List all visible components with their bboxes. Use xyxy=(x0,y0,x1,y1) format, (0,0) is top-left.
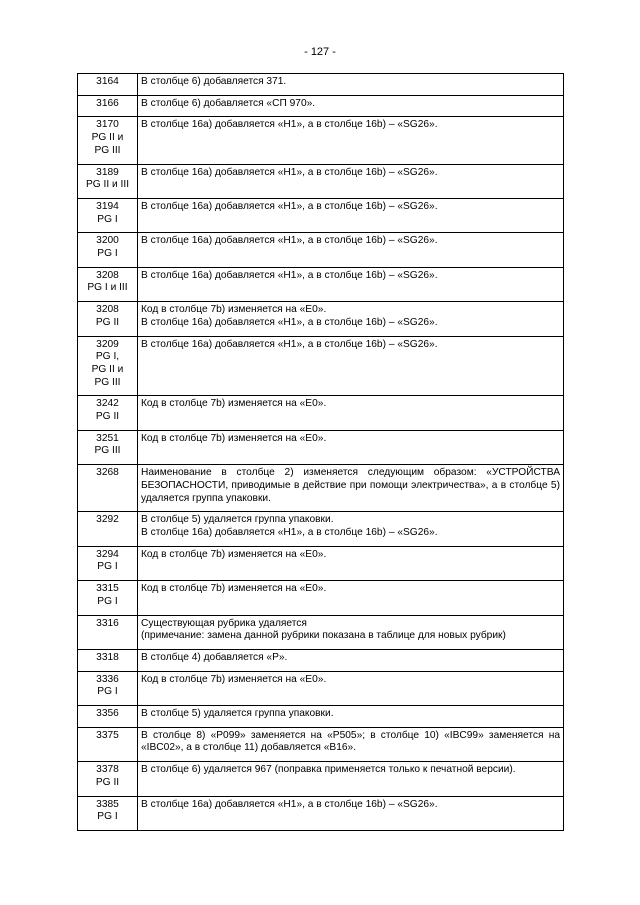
amendment-text-cell xyxy=(138,706,564,728)
table-row xyxy=(78,615,564,649)
amendment-text: (примечание: замена данной рубрики показана в таблице для новых рубрик) xyxy=(141,630,506,642)
packing-group: PG I xyxy=(97,248,118,260)
packing-group: PG I xyxy=(97,213,118,225)
un-number-cell xyxy=(78,117,138,164)
packing-group: PG I и III xyxy=(87,282,128,294)
un-number-cell xyxy=(78,546,138,580)
amendment-text: Код в столбце 7b) изменяется на «E0». xyxy=(141,398,327,410)
un-number-cell xyxy=(78,396,138,430)
amendment-text: В столбце 16a) добавляется «H1», а в столбце 16b) – «SG26». xyxy=(141,798,438,810)
amendment-text: В столбце 16a) добавляется «H1», а в столбце 16b) – «SG26». xyxy=(141,166,438,178)
packing-group: PG III xyxy=(94,445,121,457)
amendment-text: Код в столбце 7b) изменяется на «E0». xyxy=(141,548,327,560)
packing-group: PG II и xyxy=(91,132,124,144)
un-number-cell xyxy=(78,267,138,301)
packing-group: PG I xyxy=(97,811,118,823)
un-number-cell xyxy=(78,198,138,232)
amendment-text: Код в столбце 7b) изменяется на «E0». xyxy=(141,583,327,595)
amendments-table xyxy=(77,73,564,831)
table-row xyxy=(78,430,564,464)
table-row xyxy=(78,727,564,761)
table-row xyxy=(78,706,564,728)
packing-group: PG III xyxy=(94,376,121,388)
amendment-text-cell xyxy=(138,796,564,830)
amendment-text-cell xyxy=(138,302,564,336)
un-number-cell xyxy=(78,671,138,705)
un-number-cell xyxy=(78,302,138,336)
un-number-cell xyxy=(78,430,138,464)
un-number: 3189 xyxy=(96,166,119,178)
amendment-text: В столбце 16a) добавляется «H1», а в столбце 16b) – «SG26». xyxy=(141,316,438,328)
table-row xyxy=(78,762,564,796)
un-number-cell xyxy=(78,615,138,649)
amendment-text-cell xyxy=(138,615,564,649)
amendment-text-cell xyxy=(138,164,564,198)
amendment-text-cell xyxy=(138,267,564,301)
amendment-text-cell xyxy=(138,198,564,232)
amendment-text-cell xyxy=(138,546,564,580)
amendment-text-cell xyxy=(138,117,564,164)
un-number: 3378 xyxy=(96,764,119,776)
amendment-text: В столбце 16a) добавляется «H1», а в столбце 16b) – «SG26». xyxy=(141,338,438,350)
table-row xyxy=(78,74,564,96)
table-row xyxy=(78,267,564,301)
amendment-text: Наименование в столбце 2) изменяется следующим образом: «УСТРОЙСТВА БЕЗОПАСНОСТИ, приводимые в действие при помощи электричества», а в столбце 5) удаляется группа упаковки. xyxy=(141,467,563,504)
table-row xyxy=(78,465,564,512)
amendment-text: В столбце 5) удаляется группа упаковки. xyxy=(141,708,334,720)
un-number-cell xyxy=(78,796,138,830)
amendment-text-cell xyxy=(138,465,564,512)
un-number: 3170 xyxy=(96,119,119,131)
un-number: 3316 xyxy=(96,617,119,629)
page-number: - 127 - xyxy=(304,46,336,58)
table-row xyxy=(78,396,564,430)
un-number: 3315 xyxy=(96,583,119,595)
un-number: 3200 xyxy=(96,235,119,247)
un-number: 3375 xyxy=(96,729,119,741)
amendment-text: В столбце 16a) добавляется «H1», а в столбце 16b) – «SG26». xyxy=(141,200,438,212)
un-number: 3194 xyxy=(96,200,119,212)
un-number-cell xyxy=(78,233,138,267)
un-number-cell xyxy=(78,581,138,615)
packing-group: PG I xyxy=(97,561,118,573)
un-number-cell xyxy=(78,164,138,198)
packing-group: PG II и xyxy=(91,363,124,375)
amendment-text-cell xyxy=(138,396,564,430)
un-number: 3292 xyxy=(96,514,119,526)
amendment-text: В столбце 16a) добавляется «H1», а в столбце 16b) – «SG26». xyxy=(141,526,438,538)
table-row xyxy=(78,117,564,164)
un-number-cell xyxy=(78,512,138,546)
un-number: 3268 xyxy=(96,467,119,479)
amendments-table-body xyxy=(78,74,564,831)
packing-group: PG I xyxy=(97,595,118,607)
table-row xyxy=(78,671,564,705)
table-row xyxy=(78,336,564,396)
table-row xyxy=(78,512,564,546)
amendment-text-cell xyxy=(138,74,564,96)
un-number: 3356 xyxy=(96,708,119,720)
amendment-text-cell xyxy=(138,649,564,671)
un-number: 3385 xyxy=(96,798,119,810)
un-number-cell xyxy=(78,465,138,512)
un-number-cell xyxy=(78,727,138,761)
packing-group: PG III xyxy=(94,144,121,156)
un-number: 3336 xyxy=(96,673,119,685)
un-number: 3251 xyxy=(96,432,119,444)
amendment-text: Код в столбце 7b) изменяется на «E0». xyxy=(141,673,327,685)
un-number: 3318 xyxy=(96,651,119,663)
table-row xyxy=(78,302,564,336)
amendment-text: В столбце 16a) добавляется «H1», а в столбце 16b) – «SG26». xyxy=(141,119,438,131)
amendment-text: В столбце 16a) добавляется «H1», а в столбце 16b) – «SG26». xyxy=(141,235,438,247)
amendment-text-cell xyxy=(138,336,564,396)
amendment-text: Существующая рубрика удаляется xyxy=(141,617,307,629)
amendment-text: Код в столбце 7b) изменяется на «E0». xyxy=(141,304,327,316)
amendment-text-cell xyxy=(138,671,564,705)
un-number: 3208 xyxy=(96,304,119,316)
table-row xyxy=(78,198,564,232)
table-row xyxy=(78,796,564,830)
table-row xyxy=(78,649,564,671)
un-number-cell xyxy=(78,649,138,671)
amendment-text: В столбце 8) «P099» заменяется на «P505»; в столбце 10) «IBC99» заменяется на «IBC02», а в столбце 11) добавляется «B16». xyxy=(141,729,563,754)
table-row xyxy=(78,581,564,615)
un-number-cell xyxy=(78,74,138,96)
table-row xyxy=(78,233,564,267)
un-number-cell xyxy=(78,95,138,117)
un-number-cell xyxy=(78,762,138,796)
amendment-text-cell xyxy=(138,581,564,615)
un-number: 3294 xyxy=(96,548,119,560)
amendment-text-cell xyxy=(138,727,564,761)
packing-group: PG II xyxy=(95,316,120,328)
amendment-text: В столбце 5) удаляется группа упаковки. xyxy=(141,514,334,526)
packing-group: PG II и III xyxy=(85,179,130,191)
un-number: 3242 xyxy=(96,398,119,410)
amendment-text-cell xyxy=(138,512,564,546)
un-number-cell xyxy=(78,706,138,728)
un-number: 3166 xyxy=(96,97,119,109)
table-row xyxy=(78,546,564,580)
packing-group: PG II xyxy=(95,776,120,788)
table-row xyxy=(78,95,564,117)
un-number: 3209 xyxy=(96,338,119,350)
packing-group: PG II xyxy=(95,411,120,423)
amendment-text-cell xyxy=(138,233,564,267)
amendment-text-cell xyxy=(138,762,564,796)
packing-group: PG I xyxy=(97,686,118,698)
un-number: 3164 xyxy=(96,76,119,87)
packing-group: PG I, xyxy=(95,351,120,363)
amendment-text: Код в столбце 7b) изменяется на «E0». xyxy=(141,432,327,444)
amendment-text-cell xyxy=(138,430,564,464)
amendment-text: В столбце 16a) добавляется «H1», а в столбце 16b) – «SG26». xyxy=(141,269,438,281)
table-row xyxy=(78,164,564,198)
amendment-text: В столбце 6) удаляется 967 (поправка применяется только к печатной версии). xyxy=(141,764,516,776)
un-number-cell xyxy=(78,336,138,396)
amendment-text-cell xyxy=(138,95,564,117)
amendment-text: В столбце 6) добавляется «СП 970». xyxy=(141,97,316,109)
amendment-text: В столбце 4) добавляется «P». xyxy=(141,651,288,663)
un-number: 3208 xyxy=(96,269,119,281)
amendment-text: В столбце 6) добавляется 371. xyxy=(141,76,287,87)
